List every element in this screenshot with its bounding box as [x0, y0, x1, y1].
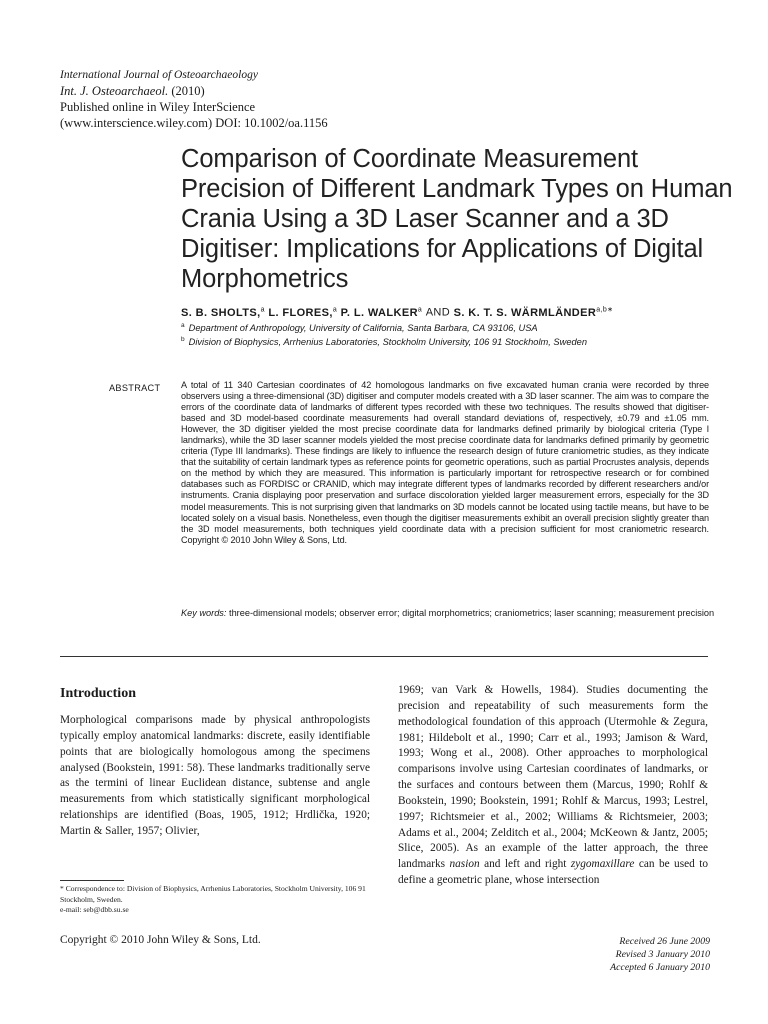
section-divider — [60, 656, 708, 657]
received-date: Received 26 June 2009 — [619, 936, 710, 947]
abstract-label: ABSTRACT — [109, 383, 161, 393]
revised-date: Revised 3 January 2010 — [615, 949, 710, 960]
dates — [610, 935, 710, 974]
author-2: L. FLORES,$^a$ — [268, 306, 338, 319]
author-3: P. L. WALKER$^a$ — [340, 306, 423, 319]
keywords-label: Key words: — [181, 608, 227, 618]
intro-left-column: Morphological comparisons made by physical anthropologists typically employ anatomical landmarks: discrete, easily identifiable points that are biologically homologous among the specimens analysed (Bookstein, 1991: 58). These landmarks traditionally serve as the termini of linear Euclidean distance, subtense and angle measurements from which statistically significant morphological relationships are identified (Boas, 1905, 1912; Hrdlička, 1920; Martin & Saller, 1957; Olivier, — [60, 714, 370, 837]
copyright: Copyright © 2010 John Wiley & Sons, Ltd. — [60, 934, 261, 946]
author-1: S. B. SHOLTS,$^a$ — [181, 306, 265, 319]
keywords-list: three-dimensional models; observer error; digital morphometrics; craniometrics; laser scanning; measurement precision — [229, 608, 715, 618]
journal-citation: Int. J. Osteoarchaeol. (2010) — [60, 84, 205, 98]
introduction-heading: Introduction — [60, 686, 136, 701]
author-4: S. K. T. S. $WÄRMLÄNDER^{a,b∗}$ — [453, 306, 614, 319]
paper-title: Comparison of Coordinate Measurement Precision of Different Landmark Types on Human Crania Using a 3D Laser Scanner and a 3D Digitiser: Implications for Applications of Digital Morphometrics — [181, 145, 733, 293]
footnote-divider — [60, 880, 124, 881]
keywords — [181, 605, 721, 621]
email: e-mail: seb@dbb.su.se — [60, 905, 129, 914]
doi-line: (www.interscience.wiley.com) DOI: 10.1002/oa.1156 — [60, 116, 328, 130]
journal-name: International Journal of Osteoarchaeology — [60, 69, 258, 81]
journal-header — [60, 67, 328, 131]
affiliation-a: $^a$ Department of Anthropology, University of California, Santa Barbara, CA 93106, USA — [181, 322, 538, 334]
abstract-text: A total of 11 340 Cartesian coordinates of 42 homologous landmarks on five excavated human crania were recorded by three observers using a three-dimensional (3D) digitiser and computer models created with a 3D laser scanner. The aim was to compare the errors of the coordinate data of landmarks of different types recorded with these two techniques. The results showed that digitiser-based and 3D model-based coordinate measurements had overall standard deviations of, respectively, ±0.79 and ±1.05 mm. However, the 3D digitiser yielded the most precise coordinate data for landmarks defined primarily by biological criteria (Type I landmarks), while the 3D laser scanner models yielded the most precise coordinate data for landmarks defined primarily by geometric criteria (Type III landmarks). These findings are likely to influence the research design of future craniometric studies, as they indicate that the suitability of certain landmark types as reference points for geometric operations, such as partial Procrustes analysis, depends on the method by which they are measured. This information is particularly important for retrospective research or for combined databases such as FORDISC or CRANID, which may integrate different types of landmarks recorded by different researchers and/or instruments. Crania displaying poor preservation and surface discoloration yielded larger measurement errors, especially for the 3D model measurements. This is not surprising given that landmarks on 3D models cannot be located using tactile means, but have to be located solely on a visual basis. Nonetheless, even though the digitiser measurements exhibit an overall precision slightly greater than the 3D model measurements, both techniques yield coordinate data with a precision sufficient for most craniometric research. Copyright © 2010 John Wiley & Sons, Ltd. — [181, 380, 709, 545]
author-list — [181, 305, 613, 319]
intro-right-column: 1969; van Vark & Howells, 1984). Studies documenting the precision and repeatability of such measurements form the methodological foundation of this approach (Utermohle & Zegura, 1981; Hildebolt et al., 1990; Carr et al., 1993; Jamison & Ward, 1993; Wong et al., 2008). Other approaches to morphological comparisons involve using Cartesian coordinates of landmarks, or the surfaces and contours between them (Marcus, 1990; Rohlf & Bookstein, 1990; Bookstein, 1991; Rohlf & Marcus, 1993; Lestrel, 1997; Richtsmeier et al., 2002; Williams & Richtsmeier, 2003; Adams et al., 2004; Zelditch et al., 2004; McKeown & Jantz, 2005; Slice, 2005). As an example of the latter approach, the three landmarks nasion and left and right zygomaxillare can be used to define a geometric plane, whose intersection — [398, 684, 708, 887]
accepted-date: Accepted 6 January 2010 — [610, 962, 710, 973]
published-online: Published online in Wiley InterScience — [60, 100, 256, 114]
and-word: AND — [425, 306, 451, 319]
correspondence-footnote: * Correspondence to: Division of Biophysics, Arrhenius Laboratories, Stockholm University, 106 91 Stockholm, Sweden. e-mail: seb@dbb.su.se — [60, 884, 380, 916]
affiliation-b: $^b$ Division of Biophysics, Arrhenius Laboratories, Stockholm University, 106 91 Stockholm, Sweden — [181, 336, 588, 348]
